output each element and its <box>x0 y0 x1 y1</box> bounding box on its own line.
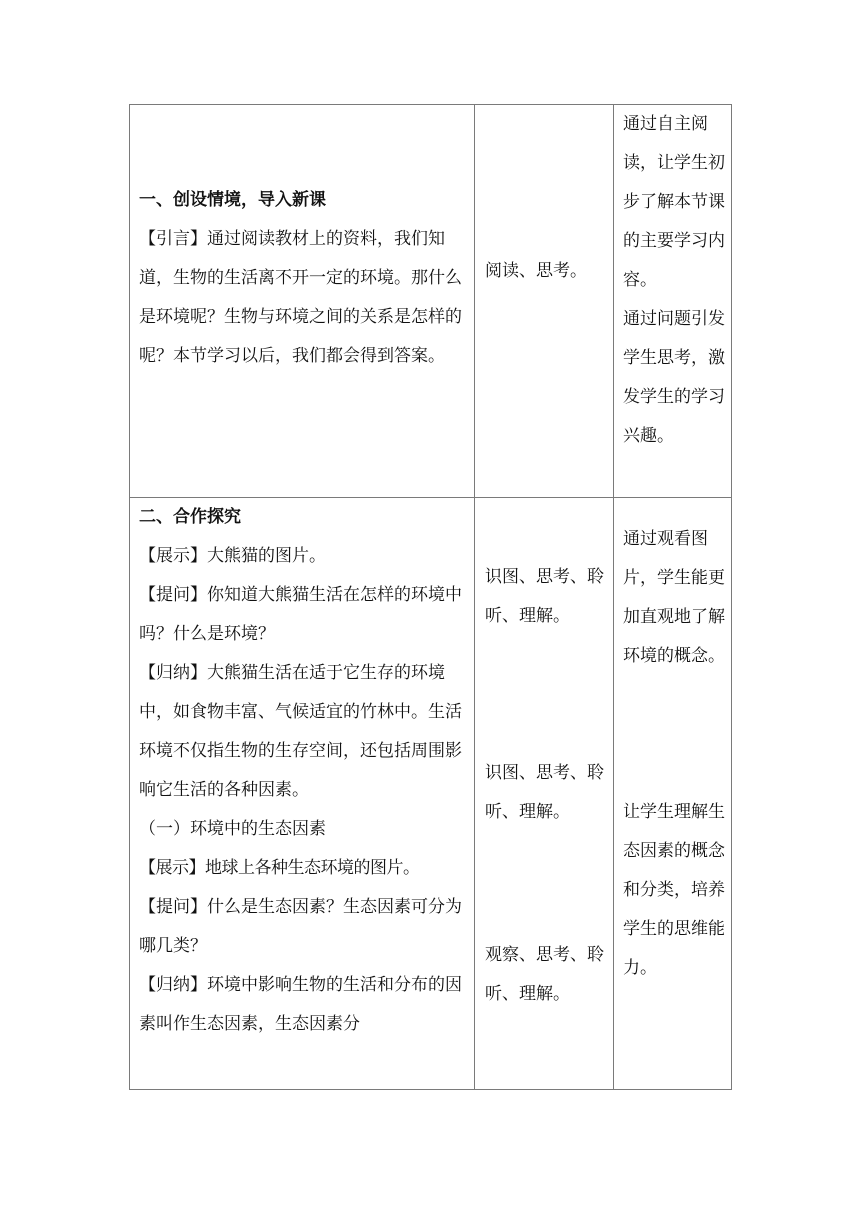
section-heading: 二、合作探究 <box>139 507 241 527</box>
lesson-plan-table <box>129 104 732 1090</box>
design-intent-cell <box>614 105 732 498</box>
student-activity-text: 阅读、思考。 <box>485 261 587 281</box>
intent-text: 让学生理解生态因素的概念和分类，培养学生的思维能力。 <box>623 802 725 978</box>
table-row <box>130 105 732 498</box>
paragraph: 【归纳】大熊猫生活在适于它生存的环境中，如食物丰富、气候适宜的竹林中。生活环境不仅指生物的生存空间，还包括周围影响它生活的各种因素。 <box>139 663 462 800</box>
student-activity-cell <box>475 498 614 1090</box>
paragraph: 【展示】地球上各种生态环境的图片。 <box>139 858 420 878</box>
subheading: （一）环境中的生态因素 <box>139 819 326 839</box>
section-heading: 一、创设情境，导入新课 <box>139 190 326 210</box>
student-activity-cell <box>475 105 614 498</box>
intent-text: 通过问题引发学生思考，激发学生的学习兴趣。 <box>623 309 725 446</box>
paragraph: 【提问】你知道大熊猫生活在怎样的环境中吗？什么是环境？ <box>139 585 462 644</box>
paragraph: 【引言】通过阅读教材上的资料，我们知道，生物的生活离不开一定的环境。那什么是环境呢？生物与环境之间的关系是怎样的呢？本节学习以后，我们都会得到答案。 <box>139 229 462 366</box>
teacher-activity-cell <box>130 498 475 1090</box>
student-activity-text: 观察、思考、聆听、理解。 <box>485 945 604 1004</box>
student-activity-text: 识图、思考、聆听、理解。 <box>485 763 604 822</box>
paragraph: 【提问】什么是生态因素？生态因素可分为哪几类？ <box>139 897 462 956</box>
paragraph: 【归纳】环境中影响生物的生活和分布的因素叫作生态因素，生态因素分 <box>139 975 462 1034</box>
design-intent-cell <box>614 498 732 1090</box>
student-activity-text: 识图、思考、聆听、理解。 <box>485 567 604 626</box>
table-row <box>130 498 732 1090</box>
paragraph: 【展示】大熊猫的图片。 <box>139 546 326 566</box>
intent-text: 通过自主阅读，让学生初步了解本节课的主要学习内容。 <box>623 114 725 290</box>
intent-text: 通过观看图片，学生能更加直观地了解环境的概念。 <box>623 529 725 666</box>
teacher-activity-cell <box>130 105 475 498</box>
